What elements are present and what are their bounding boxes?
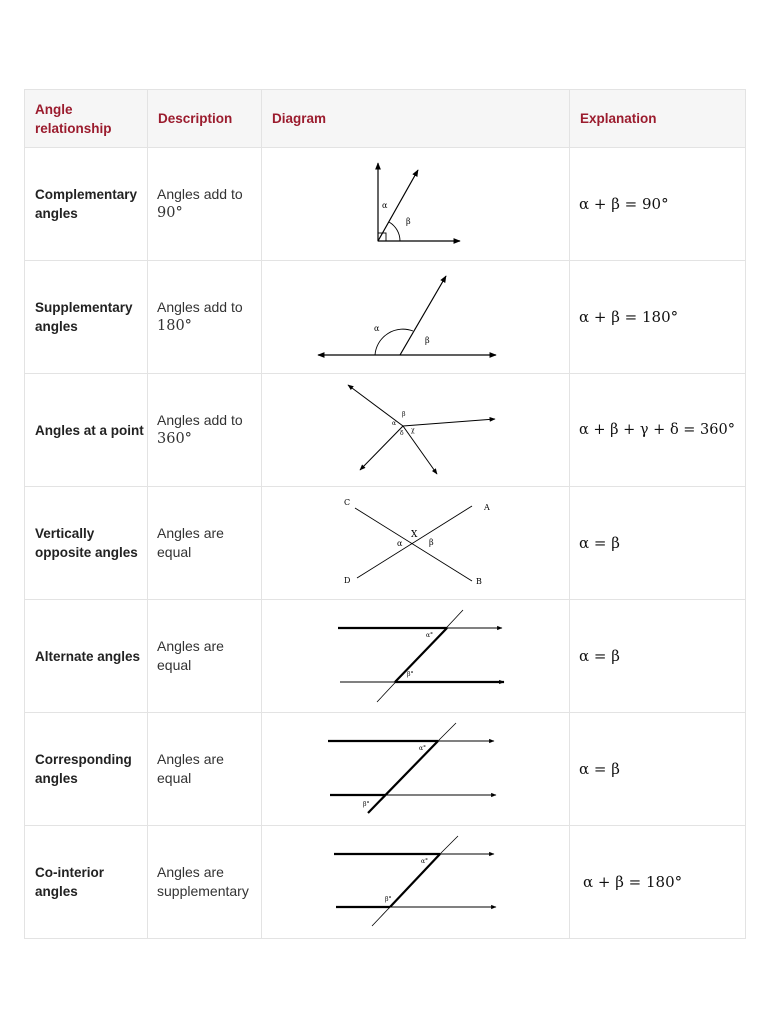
table-header-row xyxy=(25,90,746,148)
transversal-bold xyxy=(395,628,447,682)
explanation: α + β + γ + δ = 360° xyxy=(570,374,746,487)
alpha-deg-label: α° xyxy=(421,858,429,865)
description-text: Angles are equal xyxy=(157,525,224,560)
description-value: 180° xyxy=(157,318,192,334)
diagram-cell xyxy=(262,713,570,826)
diagram-cell xyxy=(262,826,570,939)
table-row xyxy=(25,374,746,487)
explanation: α = β xyxy=(570,487,746,600)
relationship-name: Vertically opposite angles xyxy=(25,487,148,600)
angle-relationships-table xyxy=(24,89,746,939)
beta-label: β xyxy=(402,411,406,418)
explanation: α + β = 180° xyxy=(570,261,746,374)
diagram-cell xyxy=(262,487,570,600)
explanation: α = β xyxy=(570,600,746,713)
relationship-name: Corresponding angles xyxy=(25,713,148,826)
ray xyxy=(400,276,446,355)
explanation: α + β = 90° xyxy=(570,148,746,261)
alpha-deg-label: α° xyxy=(419,745,427,752)
description xyxy=(148,374,262,487)
beta-deg-label: β° xyxy=(385,896,392,903)
header-relationship: Angle relationship xyxy=(25,90,148,148)
alpha-label: α xyxy=(382,201,388,210)
description-text: Angles add to xyxy=(157,412,243,428)
ray-down-right xyxy=(403,426,437,474)
beta-deg-label: β° xyxy=(407,671,414,678)
line-ad xyxy=(357,506,472,578)
alpha-label: α xyxy=(392,420,397,427)
complementary-angles-diagram xyxy=(262,148,570,260)
transversal-thin xyxy=(438,723,456,741)
relationship-name: Complementary angles xyxy=(25,148,148,261)
diagram-cell xyxy=(262,261,570,374)
diagram-cell xyxy=(262,374,570,487)
co-interior-angles-diagram xyxy=(262,826,570,938)
supplementary-angles-diagram xyxy=(262,261,570,373)
beta-arc xyxy=(389,222,400,241)
angles-at-a-point-diagram xyxy=(262,374,570,486)
relationship-name: Alternate angles xyxy=(25,600,148,713)
delta-label: δ xyxy=(400,430,404,437)
table-row xyxy=(25,148,746,261)
description xyxy=(148,148,262,261)
ray-right xyxy=(403,419,495,426)
table-row xyxy=(25,600,746,713)
description-text: Angles are supplementary xyxy=(157,864,249,899)
header-explanation: Explanation xyxy=(570,90,746,148)
description xyxy=(148,487,262,600)
diagram-cell xyxy=(262,148,570,261)
beta-label: β xyxy=(425,336,430,345)
beta-label: β xyxy=(406,217,411,226)
alternate-angles-diagram xyxy=(262,600,570,712)
transversal-bold xyxy=(368,741,438,813)
ray-down-left xyxy=(360,426,403,470)
description-text: Angles add to xyxy=(157,299,243,315)
transversal-thin-top xyxy=(440,836,458,854)
vertically-opposite-angles-diagram xyxy=(262,487,570,599)
corresponding-angles-diagram xyxy=(262,713,570,825)
diagram-cell xyxy=(262,600,570,713)
alpha-label: α xyxy=(374,324,380,333)
table-row xyxy=(25,713,746,826)
explanation: α = β xyxy=(570,713,746,826)
point-c-label: C xyxy=(344,498,351,507)
relationship-name: Angles at a point xyxy=(25,374,148,487)
beta-deg-label: β° xyxy=(363,801,370,808)
relationship-name: Supplementary angles xyxy=(25,261,148,374)
table-row xyxy=(25,487,746,600)
header-diagram: Diagram xyxy=(262,90,570,148)
transversal-thin-bottom xyxy=(372,907,390,926)
description xyxy=(148,261,262,374)
description-value: 90° xyxy=(157,205,183,221)
description xyxy=(148,713,262,826)
point-d-label: D xyxy=(344,576,351,585)
point-x-label: X xyxy=(411,530,418,540)
description-value: 360° xyxy=(157,431,192,447)
beta-label: β xyxy=(429,538,434,547)
description xyxy=(148,826,262,939)
relationship-name: Co-interior angles xyxy=(25,826,148,939)
explanation: α + β = 180° xyxy=(570,826,746,939)
description-text: Angles are equal xyxy=(157,638,224,673)
table-row xyxy=(25,261,746,374)
description-text: Angles are equal xyxy=(157,751,224,786)
alpha-deg-label: α° xyxy=(426,632,434,639)
table-row xyxy=(25,826,746,939)
line-cb xyxy=(355,508,472,581)
chi-label: χ xyxy=(411,427,415,434)
header-description: Description xyxy=(148,90,262,148)
point-b-label: B xyxy=(476,577,482,586)
description xyxy=(148,600,262,713)
point-a-label: A xyxy=(484,503,490,512)
description-text: Angles add to xyxy=(157,186,243,202)
alpha-label: α xyxy=(397,539,403,548)
transversal-bold xyxy=(390,854,440,907)
